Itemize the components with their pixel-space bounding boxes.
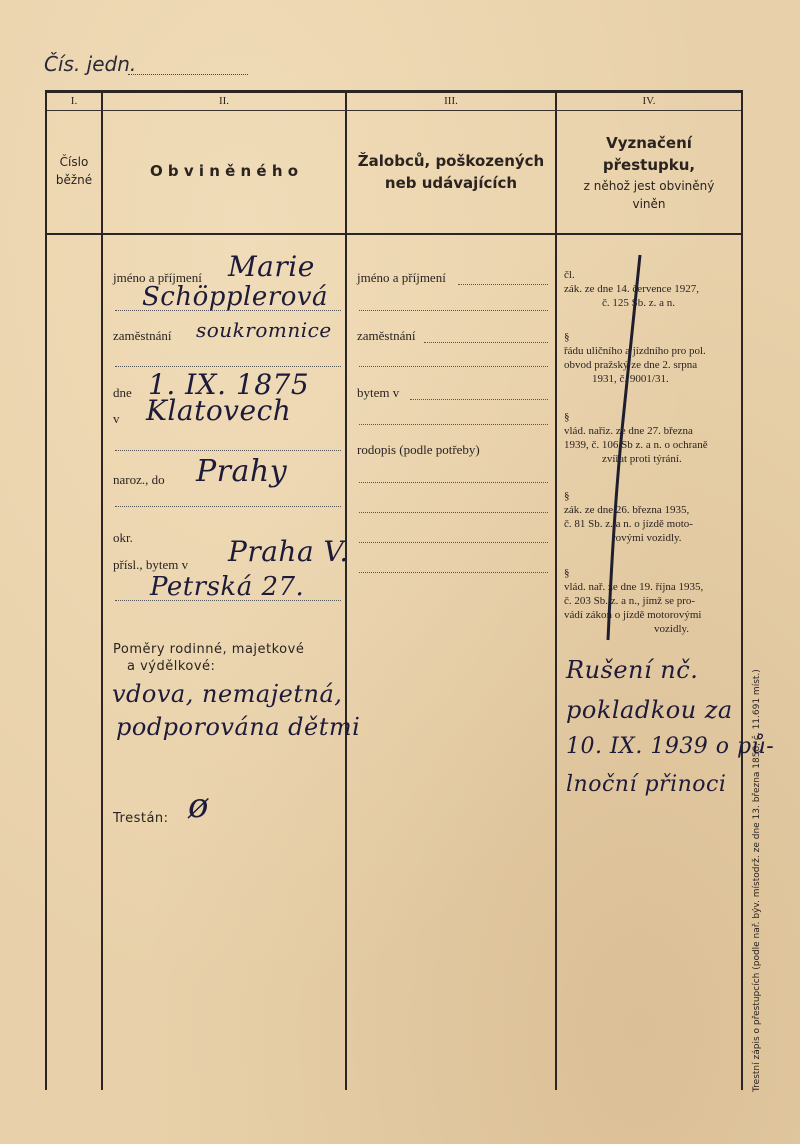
- plaintiff-bio-label: rodopis (podle potřeby): [357, 442, 480, 457]
- birth-date-label: dne: [113, 385, 132, 400]
- plaintiff-bio-dots-4: [359, 572, 548, 573]
- plaintiff-bio-dots-1: [359, 482, 548, 483]
- column-4-subtitle-1: z něhož jest obviněný: [583, 179, 715, 193]
- offense-1-line-3: č. 125 Sb. z. a n.: [602, 297, 676, 309]
- offense-1-line-1: čl.: [564, 269, 575, 281]
- column-1-title-line-2: běžné: [55, 173, 93, 187]
- column-4-title-line-1: Vyznačení: [606, 134, 692, 152]
- offense-4-line-4: rovými vozidly.: [612, 532, 682, 544]
- residence-label: přísl., bytem v: [113, 557, 189, 572]
- accused-occupation-label: zaměstnání: [113, 328, 172, 343]
- offense-handwritten-1: Rušení nč.: [566, 656, 699, 684]
- offense-handwritten-3: 10. IX. 1939 o pů-: [566, 734, 775, 759]
- plaintiff-occupation-dots-2: [359, 366, 548, 367]
- side-note: Trestní zápis o přestupcích (podle nař. býv. místodrž. ze dne 13. března 1858, č. 11.691 míst.): [752, 669, 762, 1092]
- column-1-header: [47, 153, 101, 189]
- plaintiff-residence-dots-2: [359, 424, 548, 425]
- family-conditions-label-1: Poměry rodinné, majetkové: [113, 642, 305, 657]
- plaintiff-name-label: jméno a příjmení: [357, 270, 446, 285]
- table-top-border: [45, 90, 743, 93]
- roman-row-divider: [47, 110, 741, 111]
- offense-3-line-1: §: [564, 411, 570, 423]
- offense-1-line-2: zák. ze dne 14. července 1927,: [564, 283, 699, 295]
- plaintiff-bio-dots-2: [359, 512, 548, 513]
- family-conditions-line-1: vdova, nemajetná,: [112, 680, 343, 708]
- accused-name-label: jméno a příjmení: [113, 270, 202, 285]
- plaintiff-occupation-dots: [424, 342, 548, 343]
- offense-2-line-3: obvod pražský ze dne 2. srpna: [564, 359, 698, 371]
- offense-3-line-3: 1939, č. 106 Sb z. a n. o ochraně: [564, 439, 708, 451]
- birthplace-label: v: [113, 411, 120, 426]
- plaintiff-residence-dots: [410, 399, 548, 400]
- offense-5-line-4: vádí zákon o jízdě motorovými: [564, 609, 702, 621]
- offense-3-line-4: zvířat proti týrání.: [602, 453, 682, 465]
- offense-2-line-4: 1931, č. 9001/31.: [592, 373, 669, 385]
- column-divider-1: [101, 93, 103, 1090]
- accused-surname: Schöpplerová: [142, 282, 329, 312]
- accused-occupation: soukromnice: [196, 318, 332, 342]
- table-left-border: [45, 93, 47, 1090]
- header-row-divider: [47, 233, 741, 235]
- residence-street: Petrská 27.: [150, 572, 305, 602]
- residence-city: Praha V.: [228, 535, 349, 568]
- column-3-number: III.: [444, 95, 458, 107]
- birthplace-dotted-line: [115, 450, 341, 451]
- offense-4-line-1: §: [564, 490, 570, 502]
- offense-handwritten-4: lnoční přinoci: [566, 772, 727, 797]
- offense-2-line-1: §: [564, 331, 570, 343]
- column-1-number: I.: [70, 95, 78, 107]
- offense-5-line-2: vlád. nař. ze dne 19. října 1935,: [564, 581, 704, 593]
- family-conditions-label-2: a výdělkové:: [127, 659, 216, 674]
- offense-5-line-5: vozidly.: [654, 623, 690, 635]
- column-1-title-line-1: Číslo: [59, 155, 89, 169]
- offense-4-line-3: č. 81 Sb. z. a n. o jízdě moto-: [564, 518, 693, 530]
- column-2-number: II.: [218, 95, 230, 107]
- offense-5-line-1: §: [564, 567, 570, 579]
- punished-label: Trestán:: [113, 811, 169, 826]
- punished-value: ø: [188, 786, 209, 826]
- offense-3-line-2: vlád. nařiz. ze dne 27. března: [564, 425, 693, 437]
- column-4-subtitle-2: viněn: [632, 197, 666, 211]
- family-conditions-line-2: podporována dětmi: [116, 713, 361, 741]
- accused-first-name: Marie: [228, 250, 315, 283]
- pen-stroke-mark: [590, 250, 650, 650]
- offense-handwritten-2: pokladkou za: [566, 696, 733, 724]
- offense-4-line-2: zák. ze dne 26. března 1935,: [564, 504, 690, 516]
- plaintiff-bio-dots-3: [359, 542, 548, 543]
- plaintiff-name-dots-2: [359, 310, 548, 311]
- plaintiff-occupation-label: zaměstnání: [357, 328, 416, 343]
- column-4-number: IV.: [642, 95, 656, 107]
- column-2-header: O b v i n ě n é h o: [149, 162, 299, 180]
- case-number-line: [128, 74, 248, 75]
- column-4-header: [557, 132, 741, 212]
- column-divider-3: [555, 93, 557, 1090]
- home-district: Prahy: [196, 454, 288, 489]
- column-3-title-line-2: neb udávajících: [384, 174, 518, 192]
- residence-dotted-line: [115, 600, 341, 601]
- table-right-border: [741, 93, 743, 1090]
- plaintiff-residence-label: bytem v: [357, 385, 400, 400]
- okres-label: okr.: [113, 530, 133, 545]
- column-divider-2: [345, 93, 347, 1090]
- offense-2-line-2: řádu uličního a jízdního pro pol.: [564, 345, 706, 357]
- birth-date: 1. IX. 1875: [148, 368, 310, 401]
- occupation-dotted-line: [115, 366, 341, 367]
- district-dotted-line: [115, 506, 341, 507]
- home-district-label: naroz., do: [113, 472, 165, 487]
- plaintiff-name-dots: [458, 284, 548, 285]
- offense-5-line-3: č. 203 Sb. z. a n., jímž se pro-: [564, 595, 696, 607]
- column-3-title-line-1: Žalobců, poškozených: [357, 152, 545, 170]
- birthplace: Klatovech: [146, 394, 292, 427]
- column-4-title-line-2: přestupku,: [602, 156, 696, 174]
- column-3-header: [347, 150, 555, 194]
- case-number-label: Čís. jedn.: [44, 52, 137, 76]
